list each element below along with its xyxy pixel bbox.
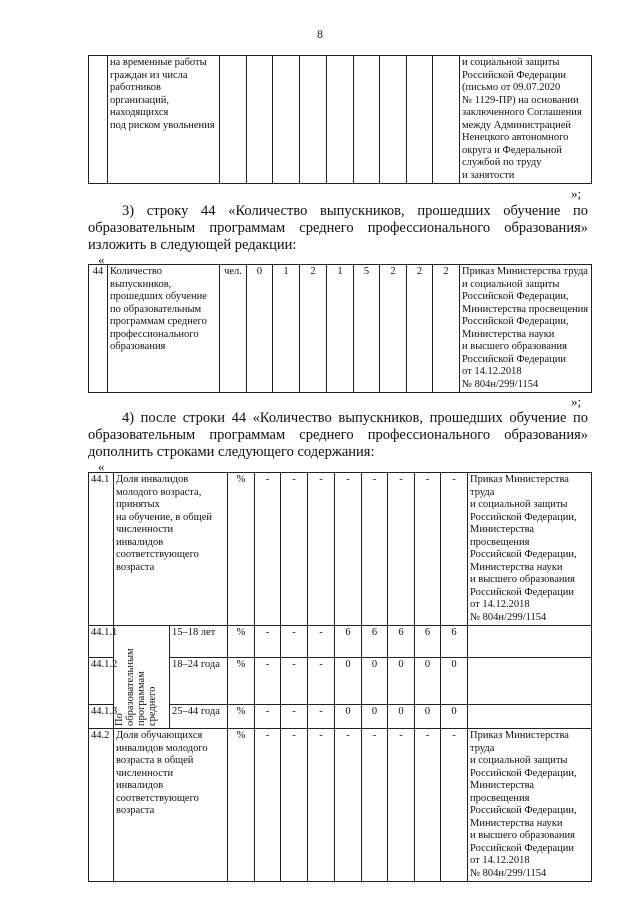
text-line: соответствующего: [116, 792, 199, 804]
vertical-label-cell: [114, 626, 170, 729]
text-line: молодого возраста,: [116, 486, 202, 498]
row-number: 44.1: [89, 473, 114, 626]
value-cell: 6: [441, 626, 468, 658]
text-line: Российской Федерации,: [462, 316, 569, 327]
text-line: По: [114, 713, 125, 726]
close-quote-2: »;: [571, 394, 582, 409]
text-line: инвалидов молодого: [116, 742, 208, 754]
text-line: прошедших обучение: [110, 291, 207, 302]
row-unit: %: [228, 705, 255, 729]
value-cell: 0: [441, 658, 468, 705]
text-line: Министерства просвещения: [462, 303, 589, 315]
value-cell: -: [255, 626, 281, 658]
text-line: Российской Федерации,: [470, 549, 577, 560]
text-line: Министерства науки: [470, 817, 563, 829]
text-line: Российской Федерации,: [470, 805, 577, 816]
text-line: заключенного Соглашения: [462, 107, 582, 118]
text-line: инвалидов: [116, 536, 164, 548]
table-row: [89, 729, 592, 882]
value-cell: -: [255, 473, 281, 626]
row-name: [114, 473, 228, 626]
value-cell: -: [308, 729, 335, 882]
row-age: 15–18 лет: [170, 626, 228, 658]
text-line: Российской Федерации: [462, 353, 566, 365]
row-number: 44.1.1: [89, 626, 114, 658]
value-cell: 0: [388, 658, 415, 705]
value-cell: -: [255, 658, 281, 705]
text-line: и высшего образования: [470, 830, 575, 841]
text-line: и социальной защиты: [462, 57, 560, 68]
text-line: Российской Федерации: [462, 69, 566, 81]
value-cell: 1: [273, 265, 300, 393]
value-cell: 6: [335, 626, 362, 658]
cell-description: [108, 56, 220, 184]
text-line: № 804н/299/1154: [470, 867, 547, 879]
text-line: возраста в общей: [116, 755, 194, 766]
text-line: выпускников,: [110, 278, 172, 290]
table-row: [89, 265, 592, 393]
value-cell: -: [362, 729, 388, 882]
text-line: профессионального: [110, 328, 199, 340]
text-line: Приказ Министерства труда: [470, 730, 569, 754]
value-cell: -: [308, 473, 335, 626]
value-cell: -: [308, 626, 335, 658]
text-line: принятых: [116, 499, 160, 510]
text-line: Ненецкого автономного: [462, 132, 569, 143]
text-line: возраста: [116, 561, 155, 573]
row-source: [460, 265, 592, 393]
cell-source: [460, 56, 592, 184]
value-cell: 2: [407, 265, 433, 393]
text-line: округа и Федеральной: [462, 144, 562, 156]
text-line: возраста: [116, 805, 155, 816]
text-line: Министерства просвещения: [470, 780, 535, 804]
value-cell: -: [281, 658, 308, 705]
text-line: и занятости: [462, 169, 515, 181]
value-cell: 0: [415, 705, 441, 729]
value-cell: 1: [327, 265, 354, 393]
page-number: 8: [317, 27, 323, 41]
text-line: образовательным: [125, 648, 136, 726]
text-line: соответствующего: [116, 549, 199, 560]
open-quote-1: «: [98, 252, 105, 267]
text-line: № 1129-ПР) на основании: [462, 94, 579, 106]
row-unit: %: [228, 729, 255, 882]
value-cell: -: [335, 729, 362, 882]
text-line: № 804н/299/1154: [470, 611, 547, 623]
row-age: 18–24 года: [170, 658, 228, 705]
text-line: образования: [110, 341, 166, 352]
text-line: под риском увольнения: [110, 119, 215, 131]
value-cell: -: [255, 705, 281, 729]
value-cell: 6: [362, 626, 388, 658]
value-cell: 0: [362, 658, 388, 705]
text-line: численности: [116, 524, 174, 535]
text-line: Российской Федерации: [470, 586, 574, 598]
text-line: и социальной защиты: [470, 499, 568, 510]
text-line: численности: [116, 767, 174, 779]
table-new-rows: [88, 472, 592, 882]
text-line: между Администрацией: [462, 119, 572, 131]
row-source: [468, 729, 592, 882]
text-line: среднего: [147, 686, 158, 726]
text-line: Министерства науки: [470, 561, 563, 573]
text-line: программам среднего: [110, 316, 207, 327]
row-unit: чел.: [220, 265, 247, 393]
text-line: программам: [136, 671, 147, 726]
value-cell: -: [308, 658, 335, 705]
text-line: работников: [110, 82, 161, 93]
value-cell: 2: [433, 265, 460, 393]
paragraph-3: 3) строку 44 «Количество выпускников, прошедших обучение по образовательным программам среднего профессионального образования» изложить в следующей редакции:: [88, 203, 588, 253]
text-line: № 804н/299/1154: [462, 378, 539, 390]
text-line: и социальной защиты: [470, 755, 568, 766]
text-line: организаций,: [110, 94, 169, 106]
value-cell: -: [255, 729, 281, 882]
value-cell: 2: [300, 265, 327, 393]
vertical-label: [114, 626, 158, 728]
close-quote-1: »;: [571, 186, 582, 201]
value-cell: 0: [335, 705, 362, 729]
text-line: Российской Федерации,: [470, 511, 577, 523]
text-line: от 14.12.2018: [470, 599, 530, 610]
text-line: по образовательным: [110, 303, 202, 315]
text-line: Российской Федерации,: [462, 291, 569, 302]
row-unit: %: [228, 473, 255, 626]
text-line: на обучение, в общей: [116, 511, 212, 523]
row-source: [468, 473, 592, 626]
value-cell: -: [308, 705, 335, 729]
value-cell: 0: [441, 705, 468, 729]
text-line: Доля инвалидов: [116, 474, 189, 485]
text-line: Министерства науки: [462, 328, 555, 340]
table-continuation: [88, 55, 592, 184]
row-number: 44: [89, 265, 108, 393]
table-row: [89, 626, 592, 658]
text-line: службой по труду: [462, 157, 542, 168]
row-name: [108, 265, 220, 393]
value-cell: -: [415, 729, 441, 882]
value-cell: -: [388, 473, 415, 626]
value-cell: 0: [388, 705, 415, 729]
value-cell: 5: [354, 265, 380, 393]
value-cell: -: [281, 705, 308, 729]
text-line: от 14.12.2018: [470, 855, 530, 866]
value-cell: -: [281, 473, 308, 626]
row-unit: %: [228, 626, 255, 658]
row-number: 44.2: [89, 729, 114, 882]
value-cell: 0: [362, 705, 388, 729]
open-quote-2: «: [98, 459, 105, 474]
value-cell: -: [281, 626, 308, 658]
text-line: Приказ Министерства труда: [470, 474, 569, 498]
value-cell: 6: [415, 626, 441, 658]
text-line: и социальной защиты: [462, 278, 560, 290]
text-line: граждан из числа: [110, 69, 188, 81]
row-age: 25–44 года: [170, 705, 228, 729]
text-line: и высшего образования: [462, 341, 567, 352]
text-line: Приказ Министерства труда: [462, 266, 588, 277]
table-row: [89, 473, 592, 626]
value-cell: 0: [335, 658, 362, 705]
value-cell: 0: [247, 265, 273, 393]
text-line: Министерства просвещения: [470, 524, 535, 548]
table-row-44: [88, 264, 592, 393]
value-cell: -: [415, 473, 441, 626]
row-name: [114, 729, 228, 882]
text-line: и высшего образования: [470, 574, 575, 585]
value-cell: -: [441, 473, 468, 626]
value-cell: 2: [380, 265, 407, 393]
value-cell: -: [281, 729, 308, 882]
row-unit: %: [228, 658, 255, 705]
value-cell: -: [335, 473, 362, 626]
paragraph-4: 4) после строки 44 «Количество выпускников, прошедших обучение по образовательным программам среднего профессионального образования» дополнить строками следующего содержания:: [88, 410, 588, 460]
text-line: от 14.12.2018: [462, 366, 522, 377]
text-line: Российской Федерации: [470, 842, 574, 854]
row-number: 44.1.3: [89, 705, 114, 729]
text-line: на временные работы: [110, 57, 207, 68]
value-cell: -: [362, 473, 388, 626]
value-cell: -: [388, 729, 415, 882]
text-line: находящихся: [110, 107, 169, 118]
value-cell: -: [441, 729, 468, 882]
row-number: 44.1.2: [89, 658, 114, 705]
text-line: инвалидов: [116, 780, 164, 791]
text-line: Российской Федерации,: [470, 767, 577, 779]
text-line: Количество: [110, 266, 163, 277]
text-line: Доля обучающихся: [116, 730, 203, 741]
text-line: (письмо от 09.07.2020: [462, 82, 561, 93]
value-cell: 6: [388, 626, 415, 658]
value-cell: 0: [415, 658, 441, 705]
